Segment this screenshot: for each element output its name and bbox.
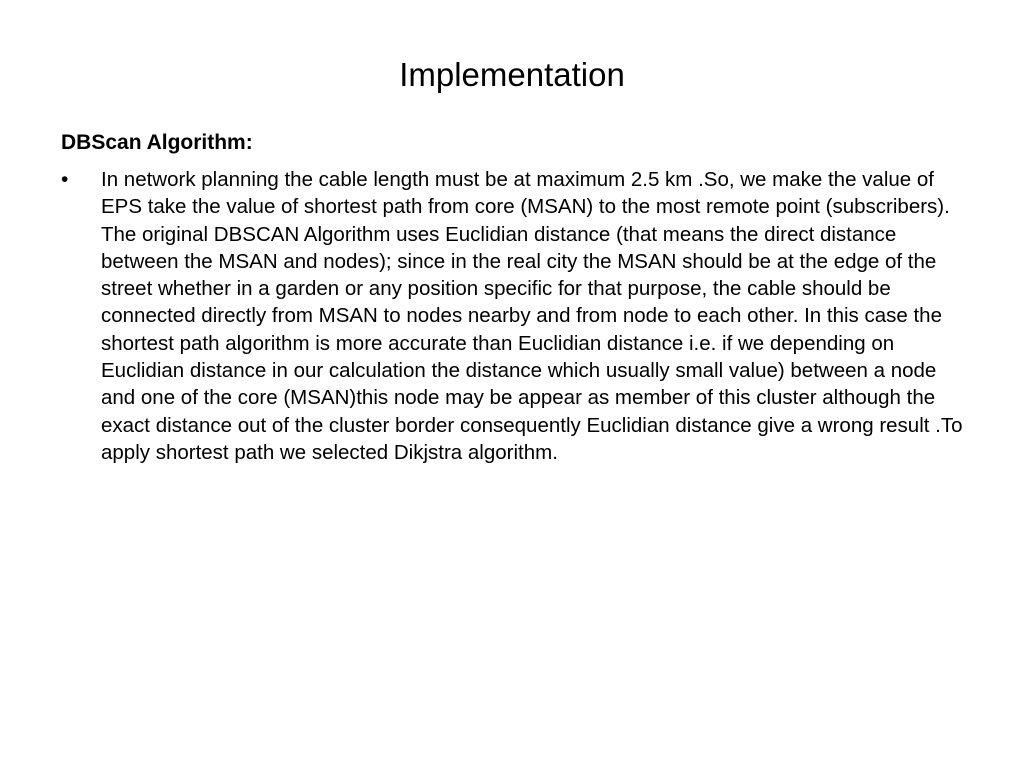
slide-title: Implementation: [399, 56, 625, 93]
section-heading: DBScan Algorithm:: [61, 131, 253, 154]
bullet-item: [61, 166, 971, 466]
slide-body: [61, 128, 971, 466]
bullet-marker: •: [61, 168, 69, 191]
bullet-text: In network planning the cable length must be at maximum 2.5 km .So, we make the value of EPS take the value of shortest path from core (MSAN) to the most remote point (subscribers). The original DBSCAN Algorithm uses Euclidian distance (that means the direct distance between the MSAN and nodes); since in the real city the MSAN should be at the edge of the street whether in a garden or any position specific for that purpose, the cable should be connected directly from MSAN to nodes nearby and from node to each other. In this case the shortest path algorithm is more accurate than Euclidian distance i.e. if we depending on Euclidian distance in our calculation the distance which usually small value) between a node and one of the core (MSAN)this node may be appear as member of this cluster although the exact distance out of the cluster border consequently Euclidian distance give a wrong result .To apply shortest path we selected Dikjstra algorithm.: [101, 168, 963, 464]
